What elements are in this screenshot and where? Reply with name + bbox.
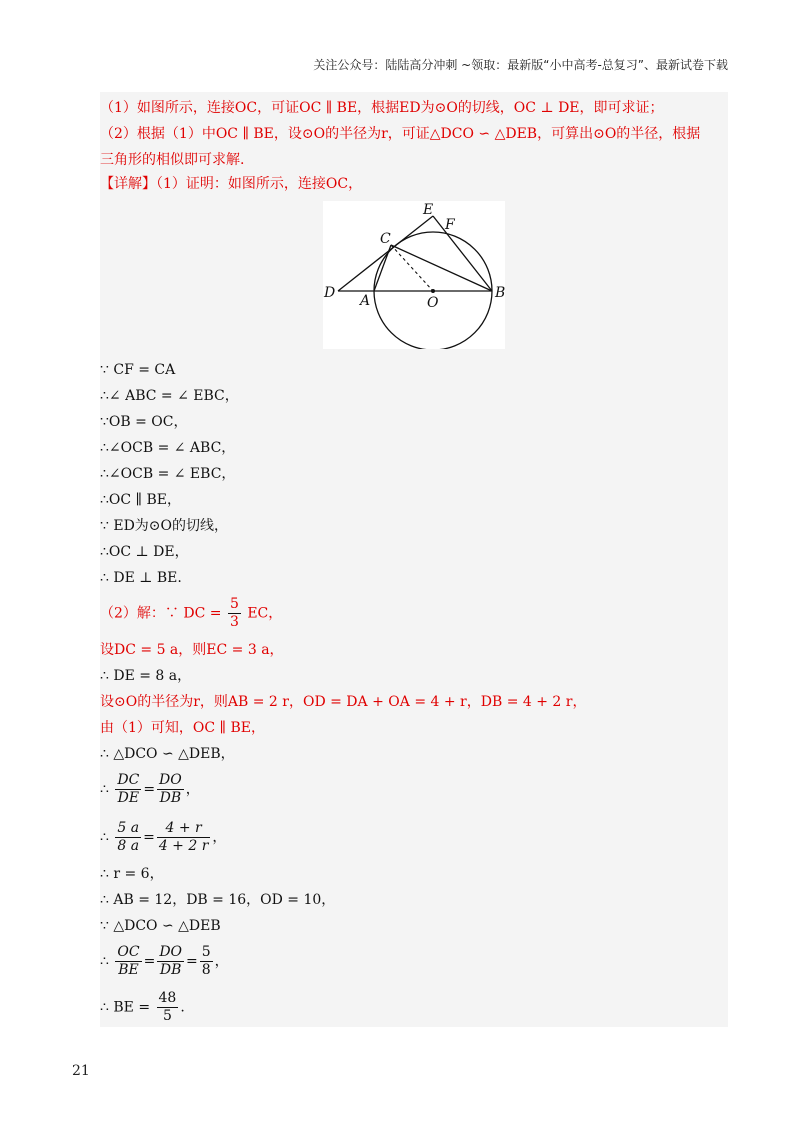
fraction-denominator: 3 bbox=[229, 614, 239, 630]
ratio-2-suffix: ， bbox=[212, 829, 227, 846]
fraction-48-5 bbox=[157, 990, 179, 1025]
line-co-dashed bbox=[391, 245, 433, 291]
fraction-numerator: 48 bbox=[158, 990, 177, 1006]
line-eb bbox=[433, 216, 492, 291]
result-suffix: . bbox=[180, 999, 185, 1016]
label-e: E bbox=[423, 202, 434, 218]
proof1-line-2: ∴∠ ABC = ∠ EBC， bbox=[100, 388, 239, 404]
fraction-numerator: 5 bbox=[229, 596, 239, 612]
proof2-line-3: 设⊙O的半径为r，则AB = 2 r，OD = DA + OA = 4 + r，DB = 4 + 2 r， bbox=[100, 694, 587, 710]
ratio-3-suffix: ， bbox=[214, 953, 229, 970]
line-ca bbox=[374, 245, 391, 291]
proof2-line-5: ∴ △DCO ∽ △DEB， bbox=[100, 746, 235, 762]
detail-intro: （1）证明：如图所示，连接OC， bbox=[156, 176, 363, 192]
fraction-dc-de bbox=[115, 772, 141, 807]
proof2-line-4: 由（1）可知，OC ∥ BE， bbox=[100, 720, 265, 736]
fraction-denominator: 4 + 2 r bbox=[158, 838, 209, 854]
label-f: F bbox=[445, 217, 455, 233]
proof1-line-8: ∴OC ⊥ DE， bbox=[100, 544, 189, 560]
circle-diagram bbox=[323, 201, 505, 349]
ratio-line-3: ∴ $\frac{OC}{BE}$ = $\frac{DO}{DB}$ = $\frac{5}{8}$ ， bbox=[100, 944, 229, 978]
proof2-line-8: ∵ △DCO ∽ △DEB bbox=[100, 918, 221, 934]
proof1-line-9: ∴ DE ⊥ BE. bbox=[100, 570, 182, 586]
proof1-line-1: ∵ CF = CA bbox=[100, 362, 176, 378]
fraction-r-expr bbox=[157, 820, 211, 855]
detail-tag: 【详解】 bbox=[100, 176, 156, 192]
ratio-3-prefix: ∴ bbox=[100, 953, 109, 970]
page-number: 21 bbox=[72, 1063, 90, 1079]
fraction-numerator: DC bbox=[117, 772, 140, 788]
fraction-5a-8a bbox=[115, 820, 141, 855]
fraction-5-3 bbox=[228, 596, 241, 631]
fraction-denominator: DB bbox=[159, 790, 182, 806]
fraction-numerator: 5 bbox=[201, 944, 211, 960]
detail-heading bbox=[100, 174, 362, 194]
ratio-line-2: ∴ $\frac{5 a}{8 a}$ = $\frac{4 + r}{4 + 2 r}$ ， bbox=[100, 820, 227, 854]
proof1-line-7: ∵ ED为⊙O的切线， bbox=[100, 518, 229, 534]
center-point-o bbox=[431, 289, 435, 293]
analysis-line-3: 三角形的相似即可求解. bbox=[100, 152, 245, 168]
proof2-line-1: 设DC = 5 a，则EC = 3 a， bbox=[100, 642, 284, 658]
proof2-intro-pre: （2）解：∵ DC = bbox=[100, 605, 222, 622]
fraction-numerator: DO bbox=[159, 944, 183, 960]
analysis-line-1: （1）如图所示，连接OC，可证OC ∥ BE，根据ED为⊙O的切线，OC ⊥ DE，即可求证； bbox=[100, 100, 664, 116]
fraction-5-8 bbox=[200, 944, 213, 979]
fraction-denominator: 8 bbox=[201, 962, 211, 978]
proof1-line-3: ∵OB = OC， bbox=[100, 414, 188, 430]
fraction-numerator: 4 + r bbox=[157, 820, 211, 838]
label-c: C bbox=[380, 231, 391, 247]
fraction-denominator: BE bbox=[118, 962, 139, 978]
proof2-intro bbox=[100, 596, 282, 631]
analysis-line-2: （2）根据（1）中OC ∥ BE，设⊙O的半径为r，可证△DCO ∽ △DEB，可算出⊙O的半径，根据 bbox=[100, 126, 701, 142]
fraction-denominator: DE bbox=[117, 790, 140, 806]
fraction-do-db bbox=[157, 772, 184, 807]
result-prefix: ∴ BE = bbox=[100, 999, 151, 1016]
proof2-intro-post: EC， bbox=[247, 605, 283, 622]
ratio-line-1: ∴ $\frac{DC}{DE}$ = $\frac{DO}{DB}$ ， bbox=[100, 772, 200, 806]
proof2-line-7: ∴ AB = 12，DB = 16，OD = 10， bbox=[100, 892, 336, 908]
ratio-1-prefix: ∴ bbox=[100, 781, 109, 798]
fraction-oc-be bbox=[115, 944, 141, 979]
fraction-numerator: DO bbox=[159, 772, 182, 788]
label-o: O bbox=[427, 295, 439, 311]
fraction-denominator: 8 a bbox=[117, 838, 140, 854]
geometry-figure bbox=[323, 201, 505, 349]
proof1-line-6: ∴OC ∥ BE， bbox=[100, 492, 181, 508]
result-line bbox=[100, 990, 185, 1025]
label-a: A bbox=[360, 293, 371, 309]
ratio-1-suffix: ， bbox=[185, 781, 200, 798]
fraction-numerator: OC bbox=[117, 944, 140, 960]
label-b: B bbox=[495, 285, 505, 301]
proof2-line-2: ∴ DE = 8 a， bbox=[100, 668, 192, 684]
fraction-denominator: 5 bbox=[162, 1008, 172, 1024]
proof2-line-6: ∴ r = 6， bbox=[100, 866, 164, 882]
ratio-2-prefix: ∴ bbox=[100, 829, 109, 846]
fraction-numerator: 5 a bbox=[117, 820, 140, 836]
fraction-denominator: DB bbox=[159, 962, 182, 978]
label-d: D bbox=[324, 285, 336, 301]
page-header: 关注公众号：陆陆高分冲刺 ~领取：最新版“小中高考-总复习”、最新试卷下载 bbox=[313, 58, 728, 72]
proof1-line-4: ∴∠OCB = ∠ ABC， bbox=[100, 440, 236, 456]
fraction-do-db-2 bbox=[157, 944, 184, 979]
proof1-line-5: ∴∠OCB = ∠ EBC， bbox=[100, 466, 236, 482]
line-de bbox=[338, 216, 433, 291]
